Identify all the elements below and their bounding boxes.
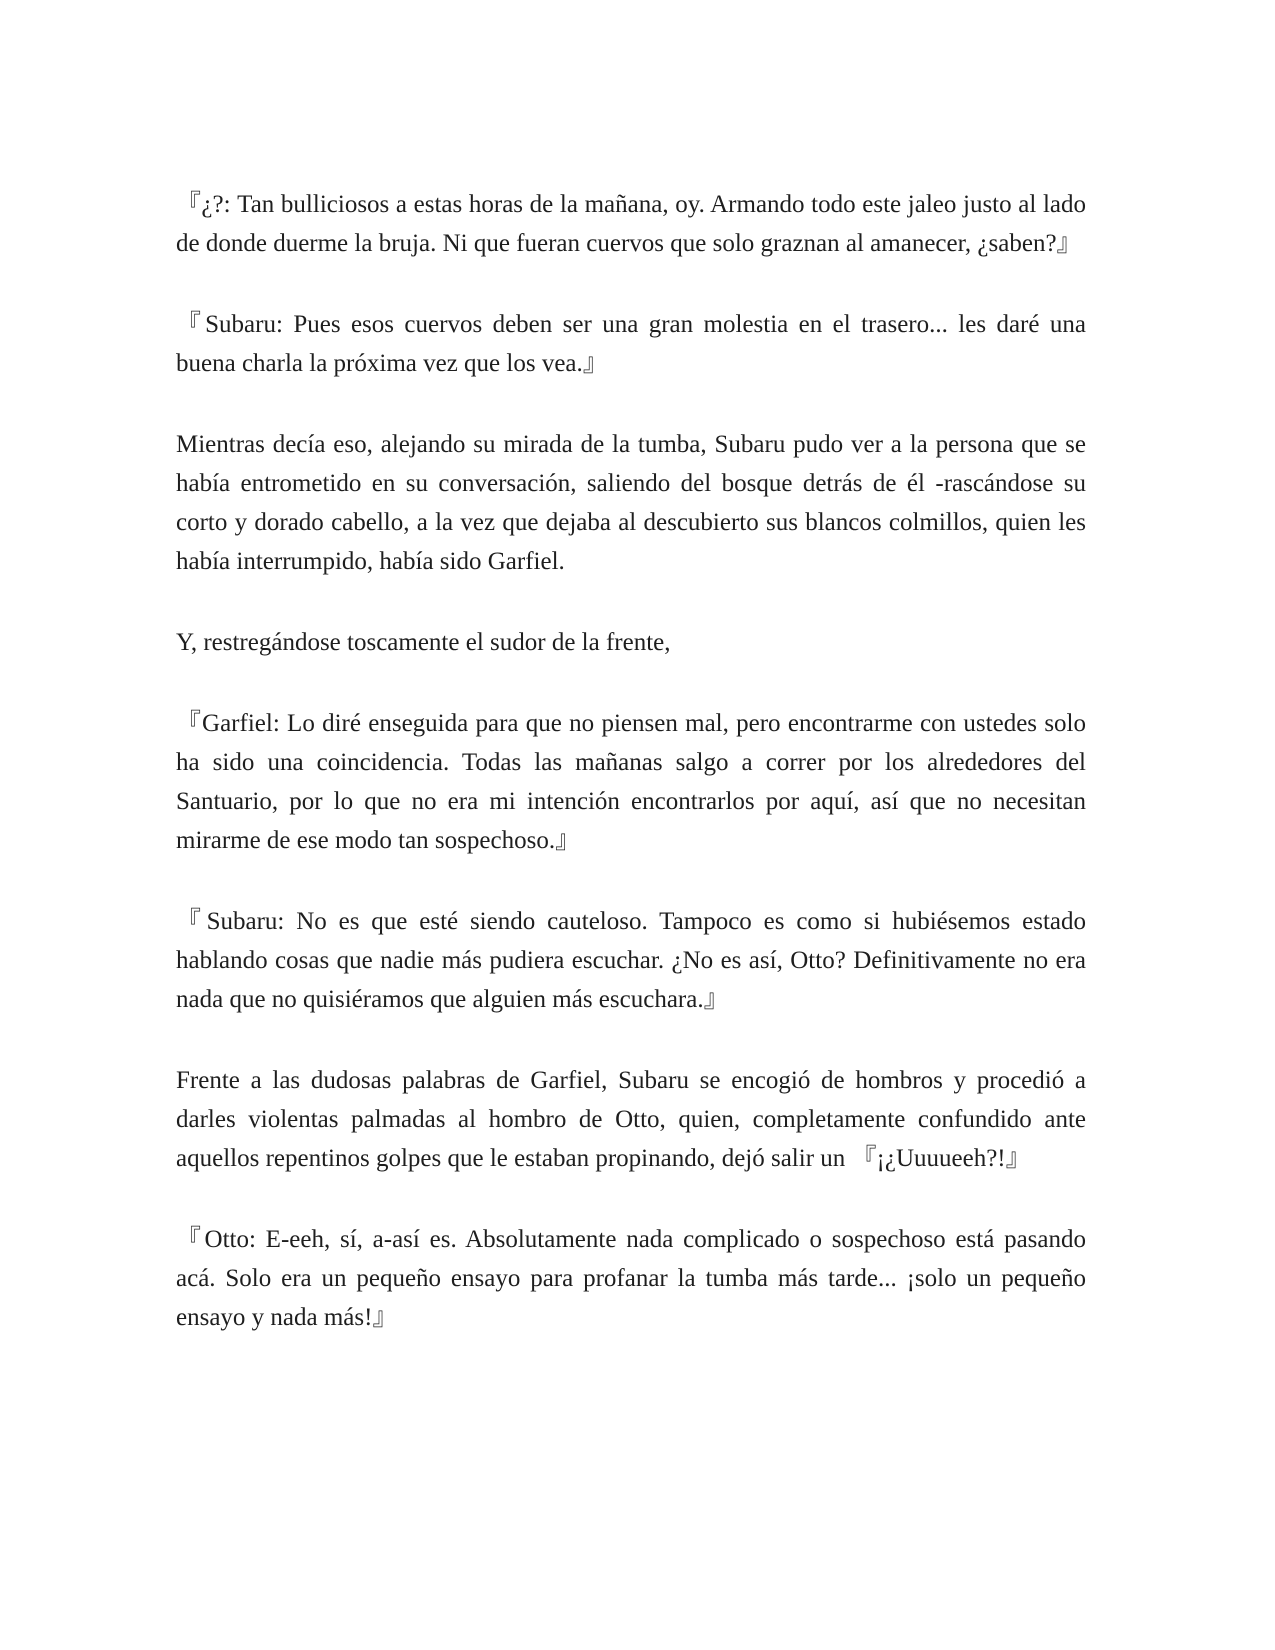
paragraph-dialogue-subaru: 『Subaru: Pues esos cuervos deben ser una gran molestia en el trasero... les daré una buena charla la próxima vez que los vea.』 [176,311,1086,377]
body-text [176,185,1086,1379]
paragraph-narration: Frente a las dudosas palabras de Garfiel, Subaru se encogió de hombros y procedió a darles violentas palmadas al hombro de Otto, quien, completamente confundido ante aquellos repentinos golpes que le estaban propinando, dejó salir un 『¡¿Uuuueeh?!』 [176,1067,1086,1172]
paragraph-narration: Y, restregándose toscamente el sudor de la frente, [176,629,671,656]
paragraph-narration: Mientras decía eso, alejando su mirada de la tumba, Subaru pudo ver a la persona que se había entrometido en su conversación, saliendo del bosque detrás de él -rascándose su corto y dorado cabello, a la vez que dejaba al descubierto sus blancos colmillos, quien les había interrumpido, había sido Garfiel. [176,431,1086,575]
paragraph-dialogue-otto: 『Otto: E-eeh, sí, a-así es. Absolutamente nada complicado o sospechoso está pasando acá. Solo era un pequeño ensayo para profanar la tumba más tarde... ¡solo un pequeño ensayo y nada más!』 [176,1226,1086,1331]
paragraph-dialogue-garfiel: 『Garfiel: Lo diré enseguida para que no piensen mal, pero encontrarme con ustedes solo ha sido una coincidencia. Todas las mañanas salgo a correr por los alrededores del Santuario, por lo que no era mi intención encontrarlos por aquí, así que no necesitan mirarme de ese modo tan sospechoso.』 [176,710,1086,854]
paragraph-dialogue-subaru: 『Subaru: No es que esté siendo cauteloso. Tampoco es como si hubiésemos estado hablando cosas que nadie más pudiera escuchar. ¿No es así, Otto? Definitivamente no era nada que no quisiéramos que alguien más escuchara.』 [176,908,1086,1013]
paragraph-dialogue-unknown: 『¿?: Tan bulliciosos a estas horas de la mañana, oy. Armando todo este jaleo justo al lado de donde duerme la bruja. Ni que fueran cuervos que solo graznan al amanecer, ¿saben?』 [176,191,1086,257]
